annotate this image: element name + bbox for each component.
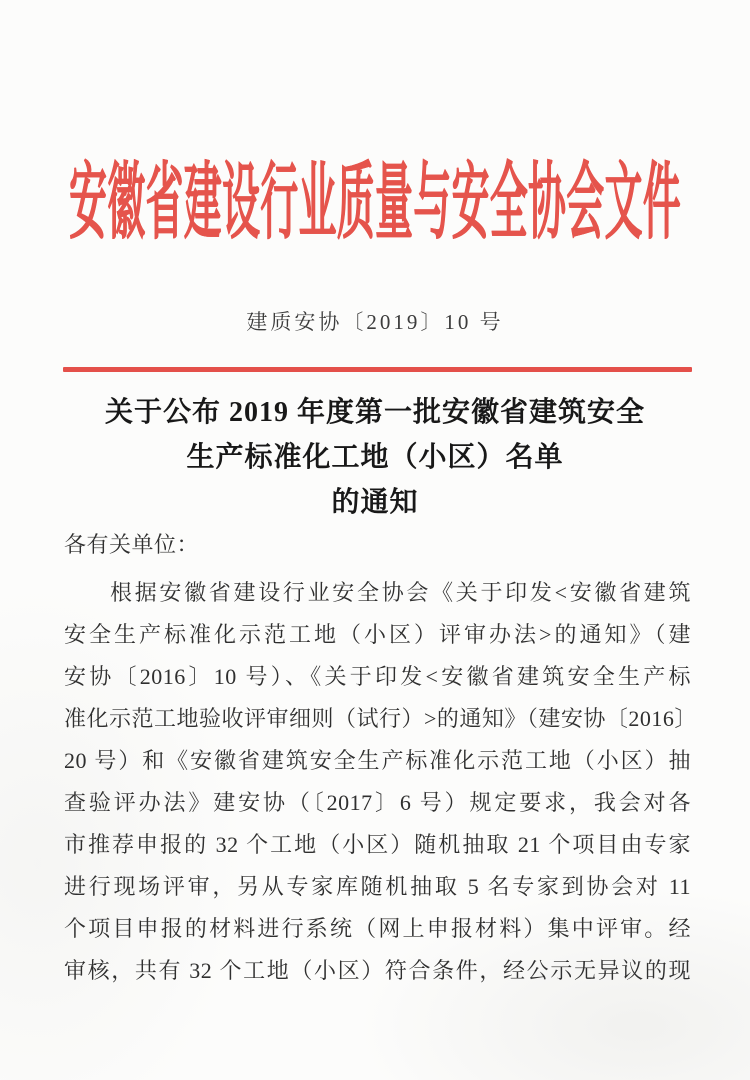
body-line: 准化示范工地验收评审细则（试行）>的通知》（建安协〔2016〕 (64, 706, 697, 731)
body-line: 审核，共有 32 个工地（小区）符合条件，经公示无异议的现 (64, 958, 691, 983)
salutation: 各有关单位： (64, 532, 200, 557)
body-line: 安协〔2016〕10 号）、《关于印发<安徽省建筑安全生产标 (64, 664, 691, 689)
body-line: 根据安徽省建设行业安全协会《关于印发<安徽省建筑 (110, 580, 691, 605)
doc-number: 建质安协〔2019〕10 号 (246, 310, 504, 334)
letterhead (0, 152, 750, 256)
subject-line-2: 生产标准化工地（小区）名单 (186, 442, 564, 473)
body-line: 进行现场评审，另从专家库随机抽取 5 名专家到协会对 11 (64, 874, 691, 899)
body-line: 市推荐申报的 32 个工地（小区）随机抽取 21 个项目由专家 (64, 832, 691, 857)
body-line: 个项目申报的材料进行系统（网上申报材料）集中评审。经 (64, 916, 691, 941)
subject-line-1: 关于公布 2019 年度第一批安徽省建筑安全 (104, 397, 645, 428)
body-line: 20 号）和《安徽省建筑安全生产标准化示范工地（小区）抽 (64, 748, 691, 773)
red-divider-rule (63, 367, 692, 372)
body-line: 查验评办法》建安协（〔2017〕6 号）规定要求，我会对各 (64, 790, 691, 815)
letterhead-title: 安徽省建设行业质量与安全协会文件 (69, 157, 682, 250)
body-text (64, 528, 697, 992)
subject-title (40, 390, 710, 525)
subject-line-3: 的通知 (331, 487, 419, 518)
body-line: 安全生产标准化示范工地（小区）评审办法>的通知》（建 (64, 622, 691, 647)
